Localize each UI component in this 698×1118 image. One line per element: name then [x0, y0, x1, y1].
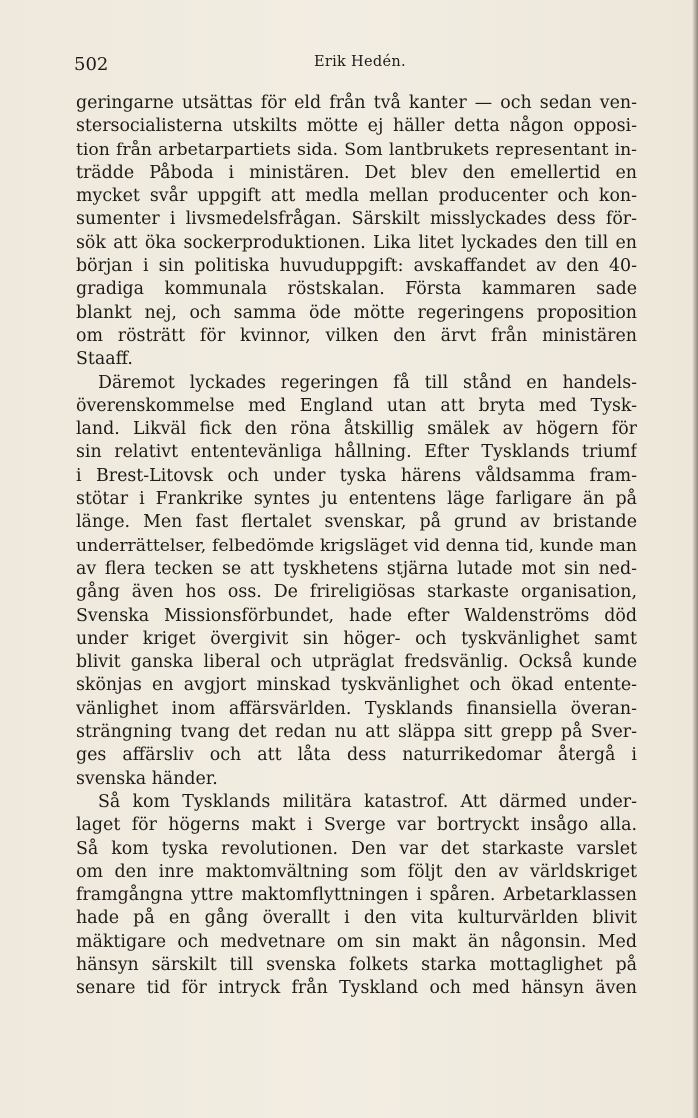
text-line: Staaff. [76, 349, 133, 370]
text-line: Däremot lyckades regeringen få till stånd en handels- [98, 372, 637, 393]
text-line: svenska händer. [76, 768, 218, 789]
page-number: 502 [74, 54, 109, 75]
text-line: gradiga kommunala röstskalan. Första kammaren sade [76, 279, 637, 300]
text-line: om den inre maktomvältning som följt den av världskriget [76, 861, 637, 882]
text-line: hänsyn särskilt till svenska folkets starka mottaglighet på [76, 954, 637, 975]
text-line: geringarne utsättas för eld från två kanter — och sedan ven- [76, 93, 637, 113]
text-line: laget för högerns makt i Sverge var bortryckt insågo alla. [76, 815, 637, 836]
text-line: hade på en gång överallt i den vita kulturvärlden blivit [76, 908, 637, 929]
text-line: början i sin politiska huvuduppgift: avskaffandet av den 40- [76, 256, 637, 277]
text-line: land. Likväl fick den röna åtskillig smälek av högern för [76, 419, 637, 440]
text-line: skönjas en avgjort minskad tyskvänlighet och ökad entente- [76, 675, 637, 696]
text-line: underrättelser, felbedömde krigsläget vid denna tid, kunde man [76, 535, 637, 556]
text-line: ges affärsliv och att låta dess naturrikedomar återgå i [76, 745, 637, 766]
text-line: vänlighet inom affärsvärlden. Tysklands finansiella överan- [76, 698, 637, 719]
text-line: sin relativt ententevänliga hållning. Efter Tysklands triumf [76, 442, 637, 463]
page-edge-shadow [692, 0, 698, 1118]
running-head [74, 54, 640, 78]
text-line: Så kom tyska revolutionen. Den var det starkaste varslet [76, 838, 637, 859]
text-line: överenskommelse med England utan att bryta med Tysk- [76, 395, 637, 416]
text-line: gång även hos oss. De frireligiösas starkaste organisation, [76, 582, 637, 603]
text-line: sök att öka sockerproduktionen. Lika litet lyckades den till en [76, 232, 637, 253]
text-line: stötar i Frankrike syntes ju ententens läge farligare än på [76, 489, 637, 510]
text-line: Så kom Tysklands militära katastrof. Att därmed under- [98, 791, 637, 812]
text-line: under kriget övergivit sin höger- och tyskvänlighet samt [76, 628, 637, 649]
text-line: om rösträtt för kvinnor, vilken den ärvt från ministären [76, 325, 637, 346]
text-line: länge. Men fast flertalet svenskar, på grund av bristande [76, 512, 637, 533]
text-line: strängning tvang det redan nu att släppa sitt grepp på Sver- [76, 722, 637, 743]
text-line: trädde Påboda i ministären. Det blev den emellertid en [76, 162, 637, 183]
text-line: blankt nej, och samma öde mötte regeringens proposition [76, 302, 637, 323]
text-line: tion från arbetarpartiets sida. Som lantbrukets representant in- [76, 139, 637, 160]
text-line: mycket svår uppgift att medla mellan producenter och kon- [76, 186, 637, 207]
text-line: blivit ganska liberal och utpräglat fredsvänlig. Också kunde [76, 652, 637, 673]
running-head-author: Erik Hedén. [314, 54, 406, 70]
text-line: framgångna yttre maktomflyttningen i spåren. Arbetarklassen [76, 885, 637, 906]
text-line: stersocialisterna utskilts mötte ej häller detta någon opposi- [76, 116, 637, 137]
text-line: sumenter i livsmedelsfrågan. Särskilt misslyckades dess för- [76, 209, 637, 230]
text-line: i Brest-Litovsk och under tyska härens våldsamma fram- [76, 465, 637, 486]
body-text [76, 92, 637, 1001]
text-line: av flera tecken se att tyskhetens stjärna lutade mot sin ned- [76, 558, 637, 579]
text-line: senare tid för intryck från Tyskland och med hänsyn även [76, 978, 637, 999]
text-line: Svenska Missionsförbundet, hade efter Waldenströms död [76, 605, 637, 626]
text-line: mäktigare och medvetnare om sin makt än någonsin. Med [76, 931, 637, 952]
